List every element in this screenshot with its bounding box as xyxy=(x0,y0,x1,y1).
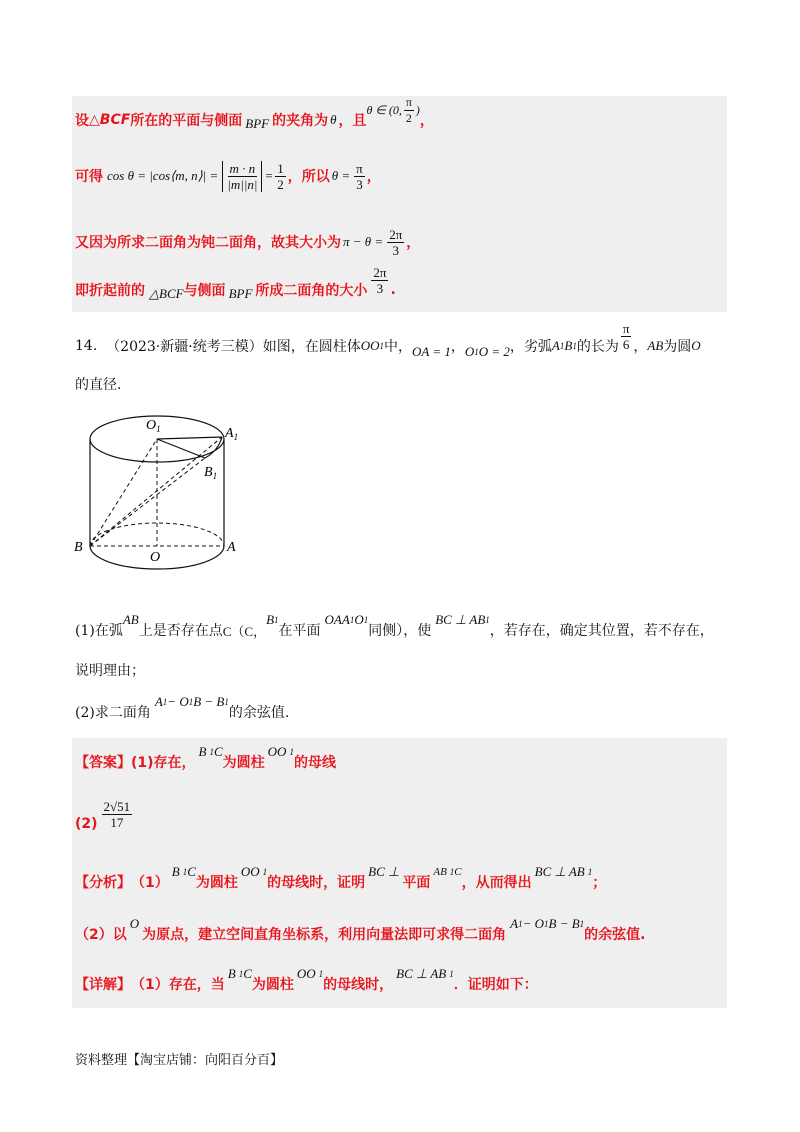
problem-line-1: 14. （2023·新疆·统考三模）如图，在圆柱体 OO 1 中， OA = 1 ， O 1 O = 2 ，劣弧 A 1 B 1 的长为 $\frac{\pi}{6}$ ， AB 为圆 O xyxy=(75,320,701,359)
solution-line-4: 即折起前的 △ BCF 与侧面 BPF 所成二面角的大小 $\frac{2\pi}{3}$ . xyxy=(75,264,396,301)
answer-line-1: 【答案】 (1)存在， B 1 C 为圆柱 OO 1 的母线 xyxy=(75,744,336,771)
analysis-line-2: （2）以 O 为原点，建立空间直角坐标系，利用向量法即可求得二面角 A 1 − O 1 B − B 1 的余弦值. xyxy=(75,916,646,943)
footer-note: 资料整理【淘宝店铺：向阳百分百】 xyxy=(75,1053,284,1068)
segment-o1b1 xyxy=(157,439,205,458)
cylinder-figure xyxy=(70,405,250,585)
segment-bb1 xyxy=(90,458,205,546)
question-2: (2)求二面角 A 1 − O 1 B − B 1 的余弦值. xyxy=(75,694,290,721)
solution-line-1: 设 △ BCF 所在的平面与侧面 BPF 的夹角为 θ ，且 θ ∈ (0, $\frac{\pi}{2}$ ) ， xyxy=(75,94,434,131)
question-1-line-1: (1)在弧 AB 上是否存在点 C（C， B 1 在平面 OAA 1 O 1 同侧），使 BC ⊥ AB 1 ，若存在，确定其位置，若不存在， xyxy=(75,612,714,639)
problem-line-2: 的直径. xyxy=(75,377,122,393)
label-o: O xyxy=(150,550,161,565)
label-o1: $O_1$ xyxy=(146,418,161,434)
detail-line-1: 【详解】 （1）存在，当 B 1 C 为圆柱 OO 1 的母线时， BC ⊥ AB 1 ．证明如下： xyxy=(75,966,538,993)
label-a: A xyxy=(227,540,236,555)
solution-line-2: 可得 cos θ = |cos⟨m, n⟩| = $\frac{m \cdot n}{|m||n|}$ = $\frac{1}{2}$ ，所以 θ = $\frac{\pi}{3}$ ， xyxy=(75,160,381,192)
label-b: B xyxy=(74,540,83,555)
segment-o1a1 xyxy=(157,437,222,439)
label-b1: $B_1$ xyxy=(204,465,218,481)
solution-line-3: 又因为所求二面角为钝二面角，故其大小为 π − θ = $\frac{2\pi}{3}$ ， xyxy=(75,226,421,258)
segment-bo1 xyxy=(90,439,157,546)
segment-ba1 xyxy=(90,437,222,546)
analysis-line-1: 【分析】 （1） B 1 C 为圆柱 OO 1 的母线时，证明 BC ⊥ 平面 AB 1 C ，从而得出 BC ⊥ AB 1 ； xyxy=(75,864,607,891)
question-1-line-2: 说明理由； xyxy=(75,663,145,679)
label-a1: $A_1$ xyxy=(225,426,239,442)
answer-line-2: (2) $\frac{2√51}{17}$ xyxy=(75,798,131,832)
